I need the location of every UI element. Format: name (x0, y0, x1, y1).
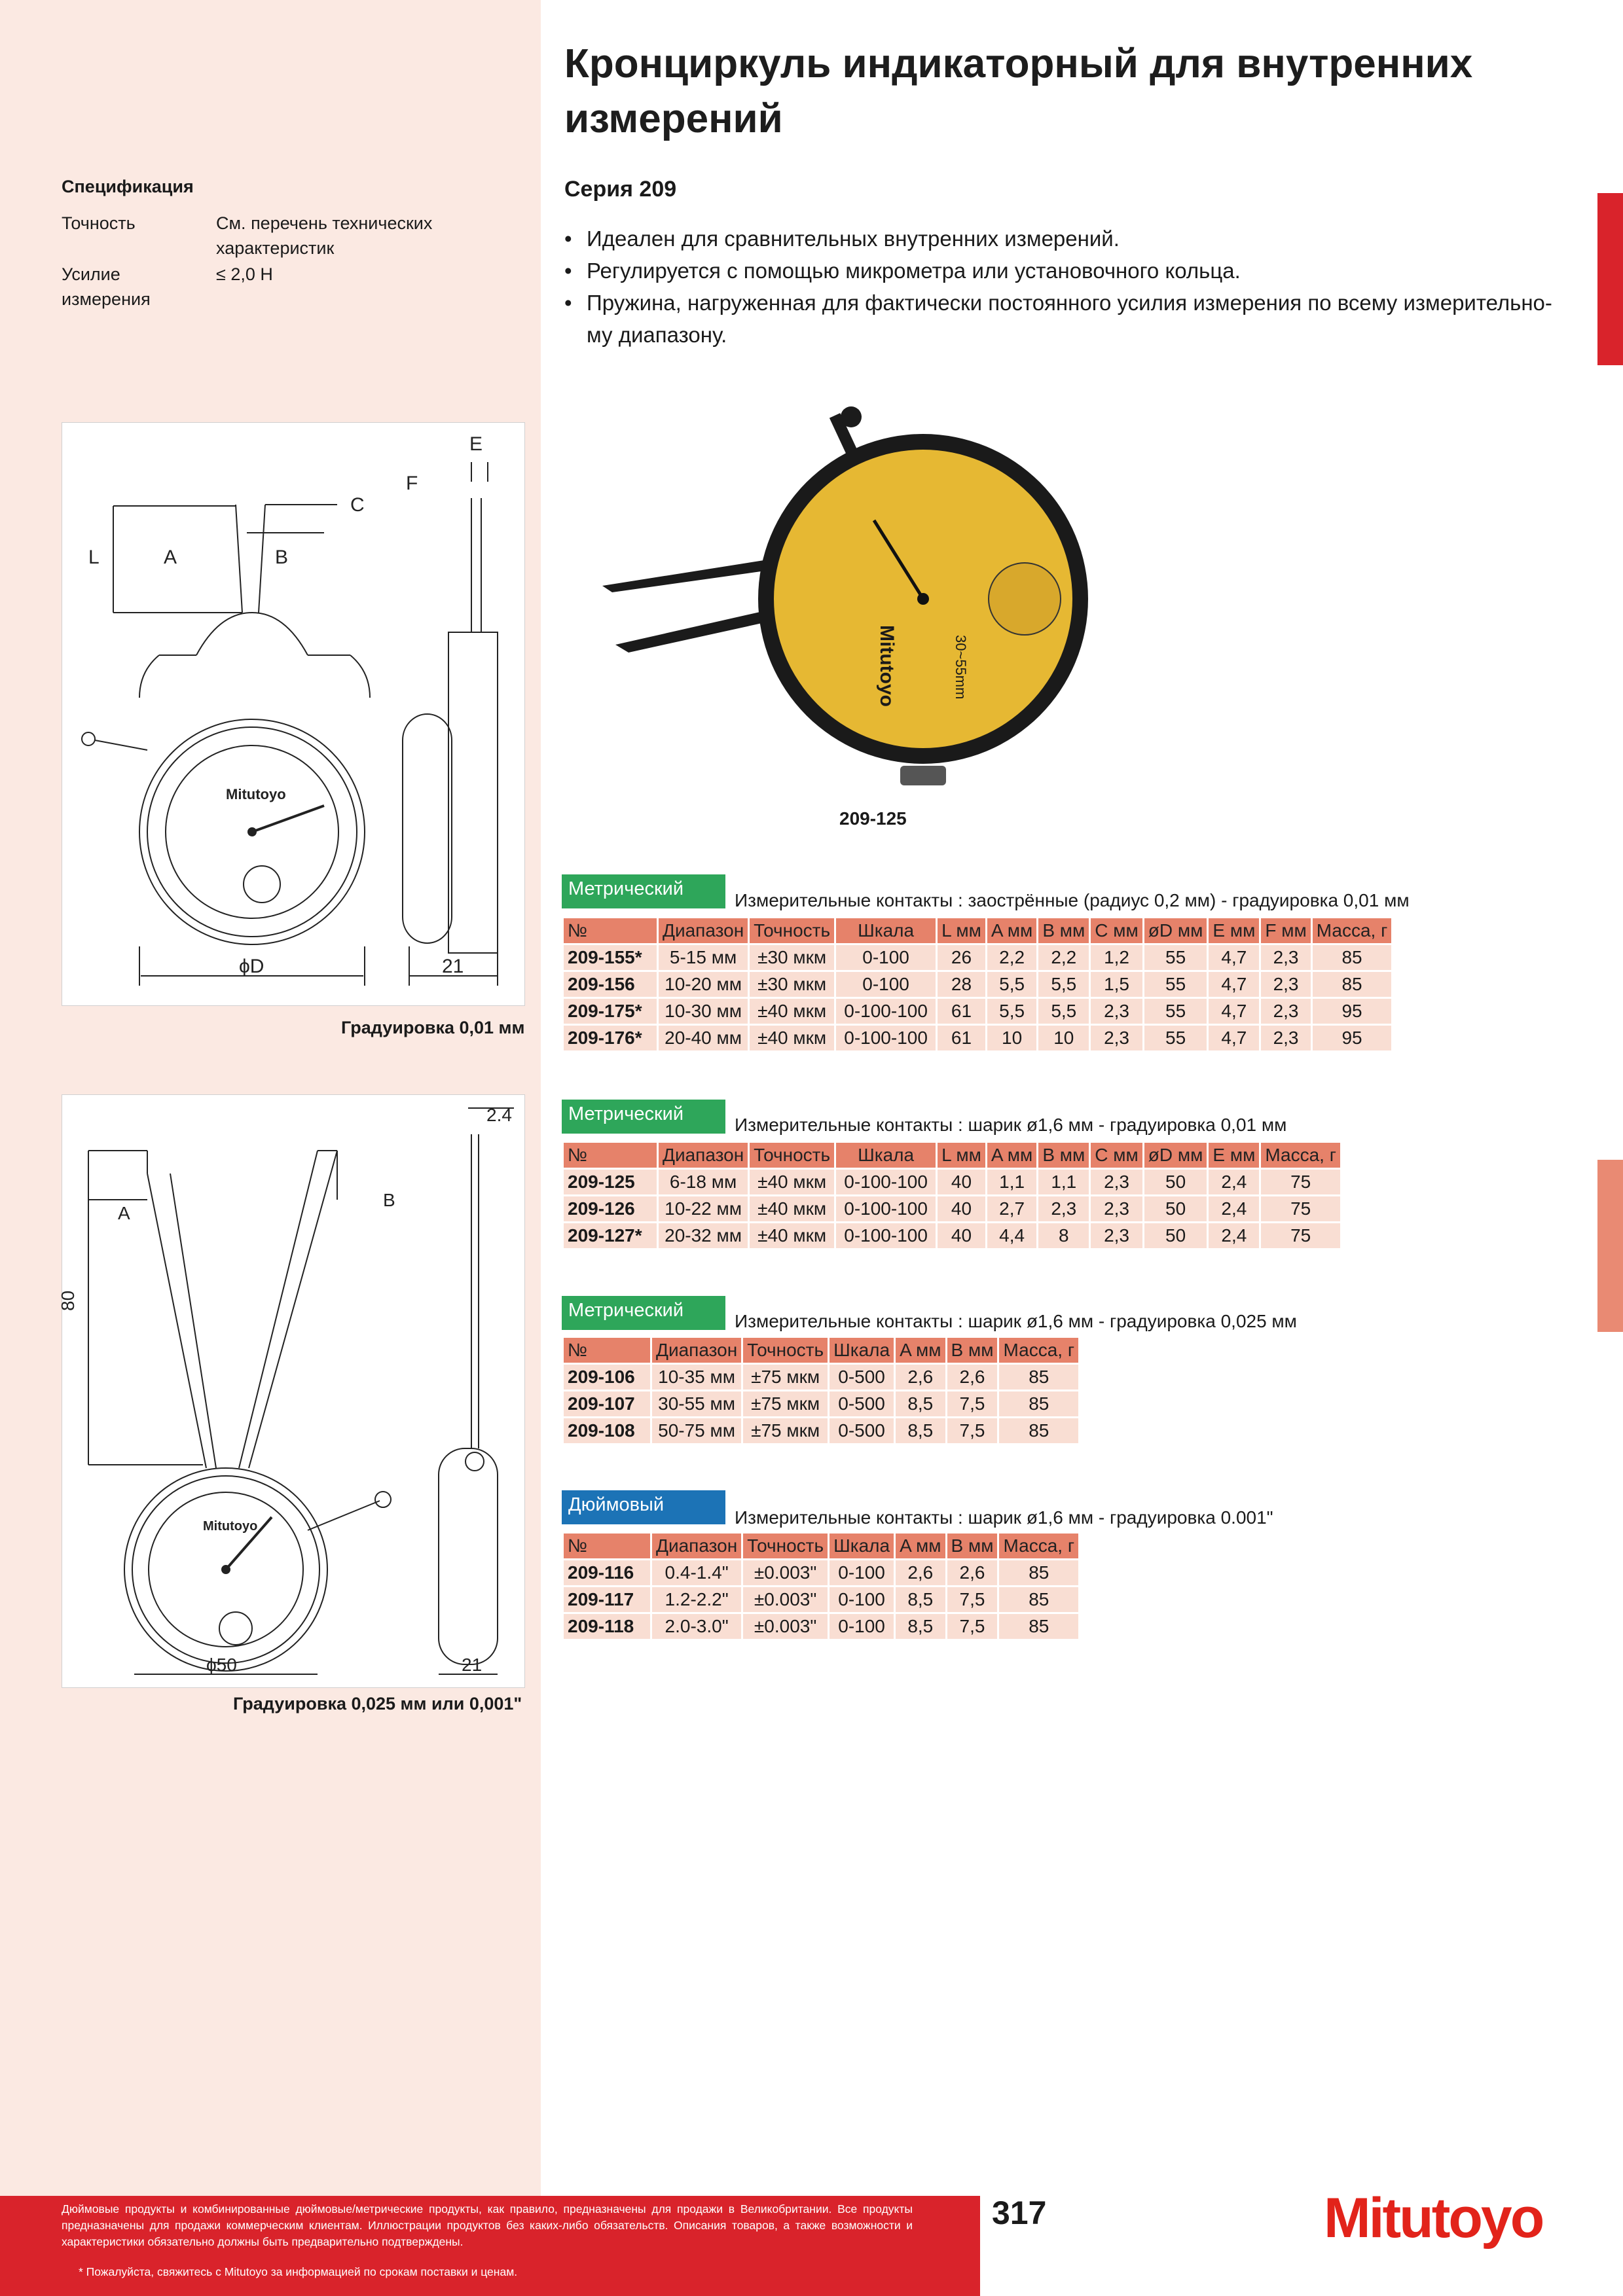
cell: 85 (999, 1587, 1078, 1612)
drawing-1-svg (62, 423, 524, 1005)
cell: 8,5 (896, 1418, 945, 1443)
dim-label-e: E (469, 433, 483, 455)
cell: 20-32 мм (659, 1223, 748, 1248)
table-row (564, 1587, 1078, 1612)
col-header: Диапазон (659, 918, 748, 943)
cell: 209-107 (564, 1391, 650, 1416)
cell: 2,3 (1038, 1196, 1089, 1221)
cell: 2,7 (987, 1196, 1036, 1221)
feature-item: • Идеален для сравнительных внутренних измерений. (564, 223, 1559, 255)
cell: 0-100-100 (836, 1026, 936, 1050)
cell: 10-30 мм (659, 999, 748, 1024)
col-header: A мм (987, 918, 1036, 943)
cell: 1,1 (1038, 1170, 1089, 1194)
col-header: Точность (743, 1534, 828, 1558)
col-header: B мм (947, 1534, 998, 1558)
table-row (564, 1170, 1340, 1194)
cell: 2,3 (1261, 972, 1310, 997)
dim-label-thickness: 2.4 (486, 1105, 512, 1125)
cell: 209-116 (564, 1560, 650, 1585)
drawing-1-caption: Градуировка 0,01 мм (341, 1018, 525, 1037)
cell: 2,3 (1091, 1196, 1142, 1221)
cell: 0-100-100 (836, 1223, 936, 1248)
drawing-1-brand: Mitutoyo (226, 786, 286, 802)
table-row (564, 1560, 1078, 1585)
cell: 209-117 (564, 1587, 650, 1612)
cell: 8,5 (896, 1391, 945, 1416)
dim-label-d-2: ϕ50 (206, 1655, 237, 1675)
cell: 10-20 мм (659, 972, 748, 997)
cell: 209-126 (564, 1196, 657, 1221)
table-header-row (564, 1338, 1078, 1363)
cell: 2.0-3.0" (652, 1614, 741, 1639)
cell: 95 (1313, 1026, 1392, 1050)
cell: 0-500 (830, 1365, 894, 1390)
cell: 4,7 (1209, 945, 1259, 970)
cell: 55 (1144, 999, 1207, 1024)
col-header: Диапазон (659, 1143, 748, 1168)
table-3-description: Измерительные контакты : шарик ø1,6 мм - градуировка 0,025 мм (735, 1311, 1297, 1331)
table-4-tag: Дюймовый (562, 1490, 725, 1524)
cell: 2,4 (1209, 1196, 1259, 1221)
cell: 0-500 (830, 1418, 894, 1443)
cell: ±75 мкм (743, 1365, 828, 1390)
cell: 95 (1313, 999, 1392, 1024)
cell: 4,4 (987, 1223, 1036, 1248)
table-row (564, 1418, 1078, 1443)
table-header-row (564, 1143, 1340, 1168)
spec-accuracy-label: Точность (62, 213, 136, 233)
cell: 85 (999, 1560, 1078, 1585)
cell: 0-100 (830, 1560, 894, 1585)
footer-disclaimer: Дюймовые продукты и комбинированные дюймовые/метрические продукты, как правило, предназначены для продажи в Великобритании. Все продукты предназначены для продажи коммерческим клиентам. Иллюстрации продуктов без каких-либо обязательств. Описания товаров, а также возможности и характеристики обязательно должны быть предварительно подтверждены. (62, 2202, 913, 2248)
table-row (564, 1365, 1078, 1390)
table-3-tag: Метрический (562, 1296, 725, 1330)
cell: 0-100-100 (836, 999, 936, 1024)
photo-caption: 209-125 (839, 808, 907, 829)
page-number: 317 (992, 2195, 1047, 2231)
cell: 40 (938, 1196, 985, 1221)
spec-heading: Спецификация (62, 177, 194, 196)
cell: 2,6 (947, 1560, 998, 1585)
cell: 26 (938, 945, 985, 970)
cell: 55 (1144, 1026, 1207, 1050)
cell: 50 (1144, 1223, 1207, 1248)
brand-logo: Mitutoyo (1324, 2187, 1543, 2250)
col-header: A мм (896, 1338, 945, 1363)
cell: 85 (1313, 972, 1392, 997)
table-1-tag: Метрический (562, 874, 725, 908)
cell: 61 (938, 999, 985, 1024)
spec-force-label (62, 262, 151, 312)
cell: ±75 мкм (743, 1418, 828, 1443)
cell: 2,4 (1209, 1170, 1259, 1194)
cell: 4,7 (1209, 999, 1259, 1024)
cell: 1.2-2.2" (652, 1587, 741, 1612)
table-1-description: Измерительные контакты : заострённые (радиус 0,2 мм) - градуировка 0,01 мм (735, 890, 1410, 910)
cell: 5,5 (1038, 972, 1089, 997)
table-4-description: Измерительные контакты : шарик ø1,6 мм - градуировка 0.001" (735, 1507, 1273, 1528)
cell: ±40 мкм (750, 1223, 834, 1248)
table-header-row (564, 1534, 1078, 1558)
table-row (564, 945, 1391, 970)
spec-table-2 (562, 1141, 1342, 1250)
cell: 209-125 (564, 1170, 657, 1194)
cell: 0-100 (830, 1587, 894, 1612)
cell: ±30 мкм (750, 972, 834, 997)
cell: ±0.003" (743, 1560, 828, 1585)
dim-label-d: ϕD (239, 956, 264, 977)
dim-label-a-2: A (118, 1203, 130, 1223)
cell: 5,5 (987, 999, 1036, 1024)
table-row (564, 1614, 1078, 1639)
dim-label-a: A (164, 547, 177, 568)
spec-accuracy-value-line-1: См. перечень технических (216, 213, 433, 233)
col-header: A мм (987, 1143, 1036, 1168)
cell: 75 (1261, 1196, 1340, 1221)
spec-table-4 (562, 1532, 1080, 1641)
cell: 85 (1313, 945, 1392, 970)
technical-drawing-2 (58, 1094, 525, 1688)
side-tab-red (1597, 193, 1623, 365)
cell: 209-127* (564, 1223, 657, 1248)
col-header: B мм (1038, 1143, 1089, 1168)
photo-brand: Mitutoyo (876, 625, 898, 707)
cell: 20-40 мм (659, 1026, 748, 1050)
cell: 8,5 (896, 1614, 945, 1639)
cell: 2,3 (1091, 1026, 1142, 1050)
cell: 10 (987, 1026, 1036, 1050)
cell: 2,6 (896, 1560, 945, 1585)
cell: 209-176* (564, 1026, 657, 1050)
dim-label-width-2: 21 (462, 1655, 483, 1675)
cell: 50 (1144, 1196, 1207, 1221)
col-header: L мм (938, 1143, 985, 1168)
spec-force-value: ≤ 2,0 Н (216, 264, 273, 284)
col-header: № (564, 918, 657, 943)
cell: 0-100 (836, 945, 936, 970)
col-header: Точность (750, 1143, 834, 1168)
cell: 85 (999, 1391, 1078, 1416)
title-line-2: измерений (564, 96, 783, 141)
col-header: E мм (1209, 918, 1259, 943)
col-header: № (564, 1338, 650, 1363)
col-header: Масса, г (999, 1338, 1078, 1363)
cell: ±30 мкм (750, 945, 834, 970)
cell: 2,3 (1261, 945, 1310, 970)
table-2-description: Измерительные контакты : шарик ø1,6 мм - градуировка 0,01 мм (735, 1115, 1287, 1135)
cell: 0.4-1.4" (652, 1560, 741, 1585)
cell: 2,3 (1261, 1026, 1310, 1050)
dim-label-f: F (406, 473, 418, 494)
drawing-2-caption: Градуировка 0,025 мм или 0,001" (233, 1694, 522, 1713)
feature-list (564, 223, 1559, 351)
col-header: Шкала (836, 1143, 936, 1168)
cell: 7,5 (947, 1418, 998, 1443)
cell: 209-106 (564, 1365, 650, 1390)
col-header: Масса, г (999, 1534, 1078, 1558)
cell: 10-22 мм (659, 1196, 748, 1221)
cell: 6-18 мм (659, 1170, 748, 1194)
col-header: F мм (1261, 918, 1310, 943)
dim-label-c: C (350, 494, 365, 516)
dim-label-b: B (275, 547, 289, 568)
table-row (564, 1026, 1391, 1050)
cell: 2,3 (1261, 999, 1310, 1024)
title-line-1: Кронциркуль индикаторный для внутренних (564, 41, 1473, 86)
cell: ±40 мкм (750, 1196, 834, 1221)
cell: 2,3 (1091, 999, 1142, 1024)
photo-range: 30~55mm (953, 635, 969, 700)
cell: 1,2 (1091, 945, 1142, 970)
cell: 50-75 мм (652, 1418, 741, 1443)
cell: 10-35 мм (652, 1365, 741, 1390)
cell: 2,2 (1038, 945, 1089, 970)
table-row (564, 972, 1391, 997)
col-header: E мм (1209, 1143, 1259, 1168)
col-header: Точность (743, 1338, 828, 1363)
cell: 2,6 (896, 1365, 945, 1390)
cell: 2,3 (1091, 1223, 1142, 1248)
dim-label-height: 80 (58, 1290, 78, 1311)
cell: 5,5 (987, 972, 1036, 997)
cell: 1,1 (987, 1170, 1036, 1194)
cell: 0-500 (830, 1391, 894, 1416)
col-header: № (564, 1143, 657, 1168)
cell: ±0.003" (743, 1587, 828, 1612)
spec-table-3 (562, 1336, 1080, 1445)
cell: 85 (999, 1614, 1078, 1639)
table-row (564, 1223, 1340, 1248)
product-photo (593, 403, 1156, 782)
col-header: Шкала (830, 1534, 894, 1558)
col-header: C мм (1091, 1143, 1142, 1168)
col-header: C мм (1091, 918, 1142, 943)
cell: 2,2 (987, 945, 1036, 970)
table-2-tag: Метрический (562, 1100, 725, 1134)
col-header: Точность (750, 918, 834, 943)
cell: 8,5 (896, 1587, 945, 1612)
cell: 40 (938, 1170, 985, 1194)
spec-accuracy-value (216, 211, 432, 260)
footer-note: * Пожалуйста, свяжитесь с Mitutoyo за информацией по срокам поставки и ценам. (79, 2265, 518, 2278)
feature-item: • Регулируется с помощью микрометра или установочного кольца. (564, 255, 1559, 287)
drawing-2-brand: Mitutoyo (203, 1519, 258, 1534)
technical-drawing-1 (62, 422, 525, 1006)
cell: 209-118 (564, 1614, 650, 1639)
side-tab-salmon (1597, 1160, 1623, 1332)
cell: 30-55 мм (652, 1391, 741, 1416)
spec-table-1 (562, 916, 1393, 1052)
cell: 40 (938, 1223, 985, 1248)
col-header: № (564, 1534, 650, 1558)
dim-label-width: 21 (442, 956, 464, 977)
cell: 209-108 (564, 1418, 650, 1443)
col-header: Шкала (836, 918, 936, 943)
cell: 50 (1144, 1170, 1207, 1194)
col-header: L мм (938, 918, 985, 943)
cell: 28 (938, 972, 985, 997)
cell: 0-100-100 (836, 1196, 936, 1221)
cell: 7,5 (947, 1587, 998, 1612)
col-header: Шкала (830, 1338, 894, 1363)
col-header: Диапазон (652, 1534, 741, 1558)
table-row (564, 1196, 1340, 1221)
cell: 5,5 (1038, 999, 1089, 1024)
cell: ±40 мкм (750, 999, 834, 1024)
cell: 4,7 (1209, 1026, 1259, 1050)
cell: 2,3 (1091, 1170, 1142, 1194)
cell: 5-15 мм (659, 945, 748, 970)
cell: 0-100 (830, 1614, 894, 1639)
cell: 61 (938, 1026, 985, 1050)
cell: ±0.003" (743, 1614, 828, 1639)
cell: 1,5 (1091, 972, 1142, 997)
cell: 209-156 (564, 972, 657, 997)
spec-force-label-line-1: Усилие (62, 264, 120, 284)
series-title: Серия 209 (564, 177, 677, 202)
cell: 7,5 (947, 1391, 998, 1416)
cell: 8 (1038, 1223, 1089, 1248)
product-photo-svg (593, 403, 1156, 782)
col-header: A мм (896, 1534, 945, 1558)
cell: 75 (1261, 1170, 1340, 1194)
dim-label-b-2: B (383, 1190, 395, 1210)
cell: 209-155* (564, 945, 657, 970)
col-header: øD мм (1144, 918, 1207, 943)
col-header: øD мм (1144, 1143, 1207, 1168)
dim-label-l: L (88, 547, 100, 568)
feature-item: • Пружина, нагруженная для фактически постоянного усилия измерения по всему измерительно-му диапазону. (564, 287, 1559, 351)
cell: 0-100-100 (836, 1170, 936, 1194)
cell: 0-100 (836, 972, 936, 997)
cell: 7,5 (947, 1614, 998, 1639)
table-header-row (564, 918, 1391, 943)
cell: 209-175* (564, 999, 657, 1024)
spec-force-label-line-2: измерения (62, 289, 151, 309)
cell: ±40 мкм (750, 1170, 834, 1194)
table-row (564, 1391, 1078, 1416)
cell: 10 (1038, 1026, 1089, 1050)
col-header: Масса, г (1313, 918, 1392, 943)
cell: ±75 мкм (743, 1391, 828, 1416)
cell: ±40 мкм (750, 1026, 834, 1050)
page-title (564, 37, 1494, 147)
col-header: B мм (947, 1338, 998, 1363)
cell: 55 (1144, 972, 1207, 997)
cell: 75 (1261, 1223, 1340, 1248)
cell: 2,4 (1209, 1223, 1259, 1248)
drawing-2-svg (58, 1095, 524, 1687)
cell: 55 (1144, 945, 1207, 970)
spec-accuracy-value-line-2: характеристик (216, 238, 335, 258)
col-header: Масса, г (1261, 1143, 1340, 1168)
cell: 85 (999, 1418, 1078, 1443)
col-header: Диапазон (652, 1338, 741, 1363)
cell: 4,7 (1209, 972, 1259, 997)
cell: 85 (999, 1365, 1078, 1390)
table-row (564, 999, 1391, 1024)
cell: 2,6 (947, 1365, 998, 1390)
col-header: B мм (1038, 918, 1089, 943)
